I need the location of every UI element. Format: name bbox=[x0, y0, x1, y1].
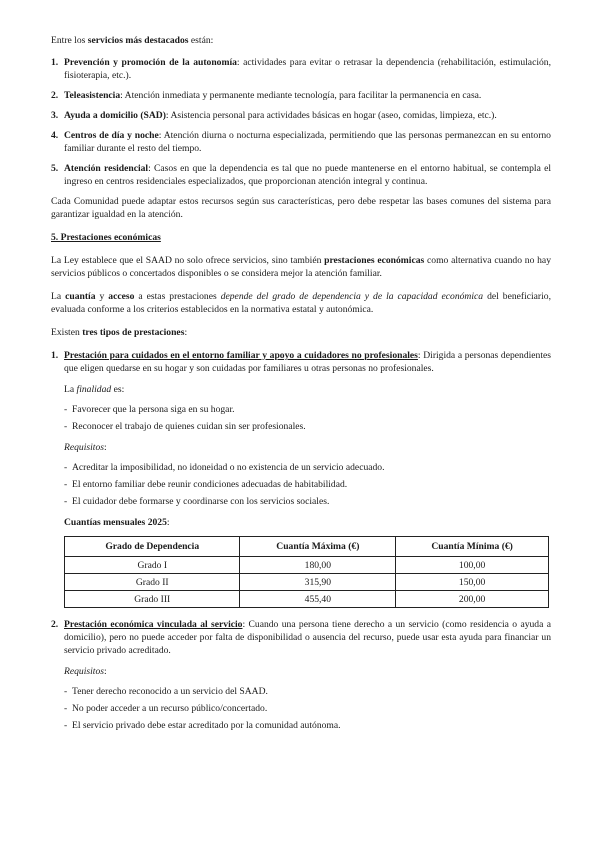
item-number: 5. bbox=[51, 163, 59, 174]
subhead-text: La bbox=[64, 384, 77, 395]
service-title: Prevención y promoción de la autonomía bbox=[64, 57, 237, 68]
intro-suffix: están: bbox=[188, 35, 214, 46]
table-header-row bbox=[65, 537, 549, 557]
paragraph-text: a estas prestaciones bbox=[134, 291, 221, 302]
service-text: : Asistencia personal para actividades básicas en hogar (aseo, comidas, limpieza, etc.). bbox=[165, 110, 497, 121]
table-row bbox=[65, 574, 549, 591]
table-cell: 180,00 bbox=[240, 557, 396, 574]
item-number: 2. bbox=[51, 619, 59, 630]
section-paragraph bbox=[51, 326, 551, 339]
service-item bbox=[51, 109, 551, 122]
paragraph-text: como alternativa cuando no hay servicios públicos o concertados disponibles o se considera mejor la atención familiar. bbox=[51, 255, 551, 279]
subhead-italic: Requisitos bbox=[64, 442, 104, 453]
requisitos-heading: Requisitos: bbox=[64, 666, 107, 677]
list-item: - Reconocer el trabajo de quienes cuidan sin ser profesionales. bbox=[64, 420, 551, 433]
table-row bbox=[65, 591, 549, 608]
subhead-text: es: bbox=[111, 384, 125, 395]
paragraph-text: del beneficiario, evaluada conforme a los criterios establecidos en la normativa estatal y autonómica. bbox=[51, 291, 551, 315]
subhead-italic: finalidad bbox=[76, 384, 112, 395]
service-text: : actividades para evitar o retrasar la dependencia (rehabilitación, estimulación, fisioterapia, etc.). bbox=[64, 57, 551, 81]
item-number: 2. bbox=[51, 90, 59, 101]
paragraph-italic: depende del grado de dependencia y de la capacidad económica bbox=[220, 291, 484, 302]
amounts-title: Cuantías mensuales 2025 bbox=[64, 517, 167, 528]
list-item: - El entorno familiar debe reunir condiciones adecuadas de habitabilidad. bbox=[64, 478, 551, 491]
paragraph-bold: prestaciones económicas bbox=[324, 255, 425, 266]
list-item: - No poder acceder a un recurso público/concertado. bbox=[64, 702, 551, 715]
service-title: Ayuda a domicilio (SAD) bbox=[64, 110, 166, 121]
paragraph-text: La Ley establece que el SAAD no solo ofrece servicios, sino también bbox=[51, 255, 325, 266]
table-cell: 150,00 bbox=[396, 574, 549, 591]
table-cell: Grado III bbox=[65, 591, 240, 608]
table-cell: 455,40 bbox=[240, 591, 396, 608]
services-intro bbox=[51, 34, 551, 47]
table-cell: Grado I bbox=[65, 557, 240, 574]
table-cell: 200,00 bbox=[396, 591, 549, 608]
table-row bbox=[65, 557, 549, 574]
finalidad-list bbox=[64, 403, 551, 433]
service-item bbox=[51, 129, 551, 155]
paragraph-bold: tres tipos de prestaciones bbox=[82, 327, 185, 338]
service-title: Atención residencial bbox=[64, 163, 149, 174]
paragraph-text: Existen bbox=[51, 327, 83, 338]
section-paragraph bbox=[51, 254, 551, 280]
table-cell: 315,90 bbox=[240, 574, 396, 591]
service-text: : Atención inmediata y permanente mediante tecnología, para facilitar la permanencia en casa. bbox=[120, 90, 482, 101]
service-item bbox=[51, 162, 551, 188]
benefit-type-2 bbox=[51, 618, 551, 657]
list-item: - Acreditar la imposibilidad, no idoneidad o no existencia de un servicio adecuado. bbox=[64, 461, 551, 474]
community-note: Cada Comunidad puede adaptar estos recursos según sus características, pero debe respetar las bases comunes del sistema para garantizar igualdad en la atención. bbox=[51, 196, 551, 220]
document-page bbox=[51, 34, 551, 740]
services-list bbox=[51, 56, 551, 188]
table-cell: Grado II bbox=[65, 574, 240, 591]
item-number: 4. bbox=[51, 130, 59, 141]
intro-text: Entre los bbox=[51, 35, 88, 46]
requisitos-list bbox=[64, 685, 551, 732]
table-header: Cuantía Máxima (€) bbox=[240, 537, 396, 557]
amounts-table bbox=[64, 536, 549, 608]
paragraph-text: La bbox=[51, 291, 66, 302]
item-number: 1. bbox=[51, 350, 59, 361]
section-paragraph bbox=[51, 290, 551, 316]
table-cell: 100,00 bbox=[396, 557, 549, 574]
benefit-text: : Dirigida a personas dependientes que eligen quedarse en su hogar y son cuidadas por familiares u otras personas no profesionales. bbox=[64, 350, 552, 374]
service-item bbox=[51, 56, 551, 82]
service-text: : Atención diurna o nocturna especializada, permitiendo que las personas permanezcan en su entorno familiar durante el resto del tiempo. bbox=[64, 130, 551, 154]
section-title: 5. Prestaciones económicas bbox=[51, 232, 161, 243]
service-title: Centros de día y noche bbox=[64, 130, 159, 141]
item-number: 1. bbox=[51, 57, 59, 68]
paragraph-text: y bbox=[95, 291, 109, 302]
paragraph-text: : bbox=[184, 327, 188, 338]
paragraph-bold: acceso bbox=[108, 291, 135, 302]
requisitos-list bbox=[64, 461, 551, 508]
finalidad-heading bbox=[64, 383, 551, 396]
benefit-text: : Cuando una persona tiene derecho a un servicio (como residencia o ayuda a domicilio), pero no puede acceder por falta de disponibilidad o ausencia del recurso, puede usar esta ayuda para financiar un servicio privado acreditado. bbox=[64, 619, 551, 656]
amounts-heading: Cuantías mensuales 2025: bbox=[64, 517, 170, 528]
service-item bbox=[51, 89, 551, 102]
intro-bold: servicios más destacados bbox=[87, 35, 189, 46]
benefit-type-1 bbox=[51, 349, 551, 375]
benefit-1-details bbox=[51, 383, 551, 529]
list-item: - El cuidador debe formarse y coordinarse con los servicios sociales. bbox=[64, 495, 551, 508]
subhead-italic: Requisitos bbox=[64, 666, 104, 677]
requisitos-heading: Requisitos: bbox=[64, 442, 107, 453]
service-title: Teleasistencia bbox=[64, 90, 121, 101]
table-header: Grado de Dependencia bbox=[65, 537, 240, 557]
list-item: - Favorecer que la persona siga en su hogar. bbox=[64, 403, 551, 416]
service-text: : Casos en que la dependencia es tal que no puede mantenerse en el entorno habitual, se contempla el ingreso en centros residenciales especializados, que proporcionan atención integral y continua. bbox=[64, 163, 552, 187]
item-number: 3. bbox=[51, 110, 59, 121]
benefit-2-details bbox=[51, 665, 551, 732]
paragraph-bold: cuantía bbox=[65, 291, 96, 302]
list-item: - El servicio privado debe estar acreditado por la comunidad autónoma. bbox=[64, 719, 551, 732]
table-header: Cuantía Mínima (€) bbox=[396, 537, 549, 557]
benefit-title: Prestación económica vinculada al servicio bbox=[64, 619, 243, 630]
list-item: - Tener derecho reconocido a un servicio del SAAD. bbox=[64, 685, 551, 698]
benefit-title: Prestación para cuidados en el entorno familiar y apoyo a cuidadores no profesionales bbox=[64, 350, 418, 361]
